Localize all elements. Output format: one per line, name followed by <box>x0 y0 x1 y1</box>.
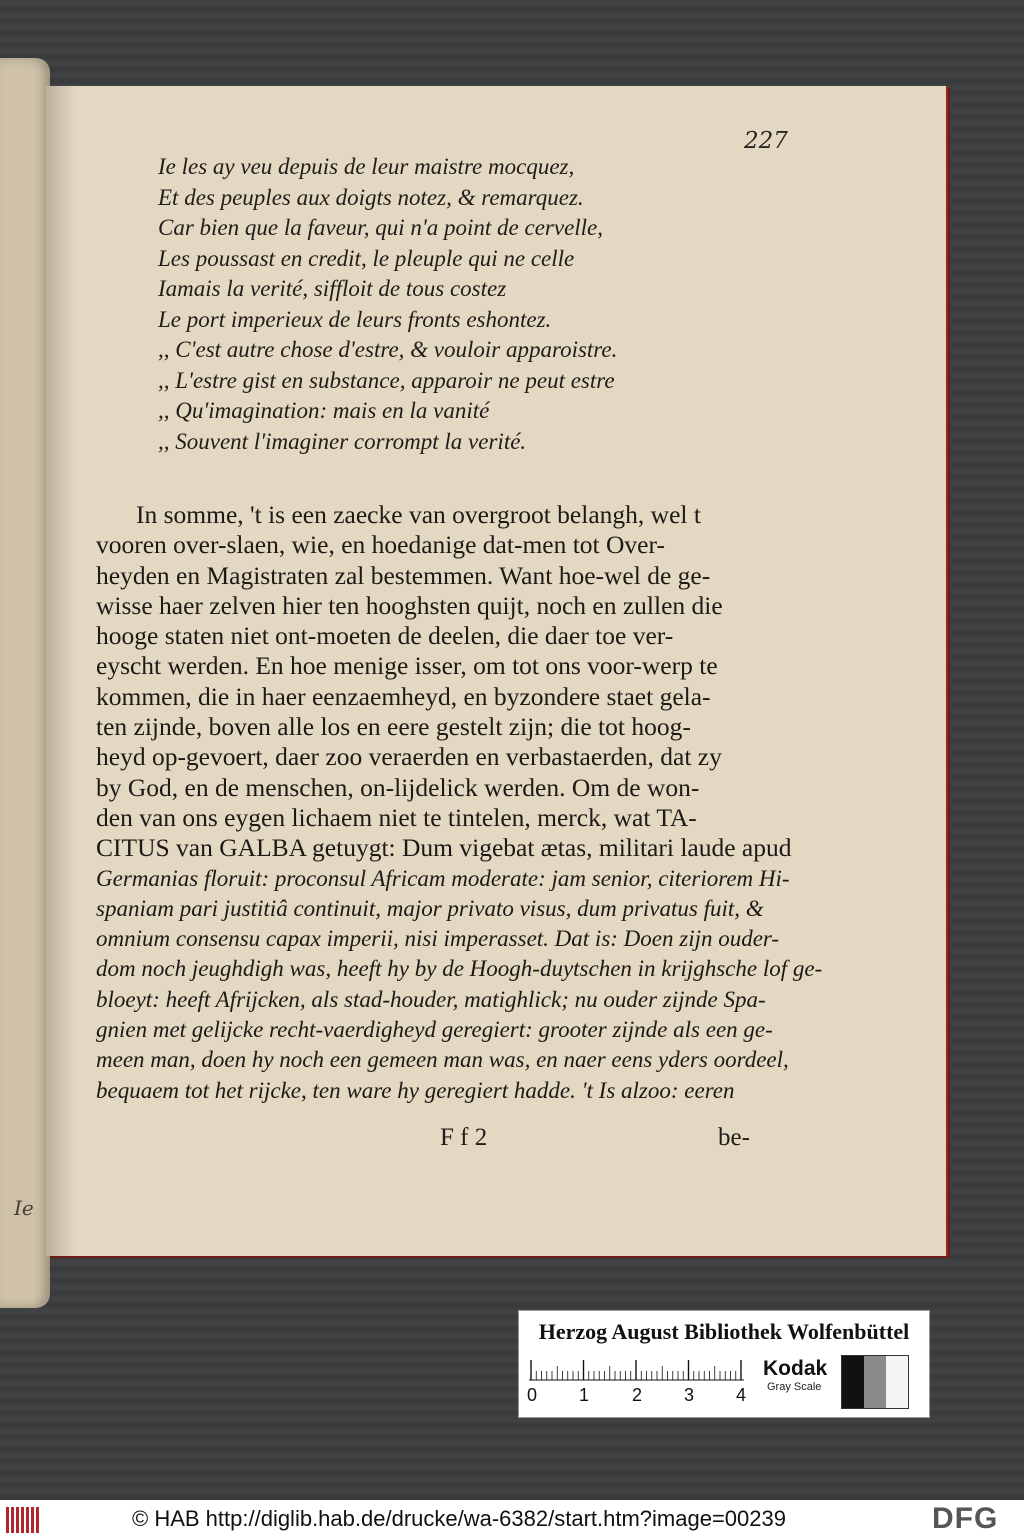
prose-line: vooren over-slaen, wie, en hoedanige dat-men tot Over- <box>96 530 665 560</box>
gray-swatches <box>841 1355 909 1409</box>
prose-line: eyscht werden. En hoe menige isser, om tot ons voor-werp te <box>96 651 718 681</box>
previous-page-catchword: Ie <box>14 1196 34 1220</box>
prose-line: In somme, 't is een zaecke van overgroot belangh, wel t <box>136 500 701 529</box>
ruler-number: 1 <box>579 1385 590 1405</box>
ruler-number: 2 <box>632 1385 643 1405</box>
swatch-black <box>842 1356 864 1408</box>
verse-line: Ie les ay veu depuis de leur maistre mocquez, <box>158 154 575 179</box>
verse-line: Iamais la verité, siffloit de tous costez <box>158 276 507 301</box>
prose-line: heyd op-gevoert, daer zoo veraerden en verbastaerden, dat zy <box>96 742 722 772</box>
prose-line: kommen, die in haer eenzaemheyd, en byzondere staet gela- <box>96 681 711 711</box>
prose-line-translation: bloeyt: heeft Afrijcken, als stad-houder, matighlick; nu ouder zijnde Spa- <box>96 986 766 1012</box>
verse-line: ,, C'est autre chose d'estre, & vouloir apparoistre. <box>158 337 618 362</box>
prose-line-translation: gnien met gelijcke recht-vaerdigheyd geregiert: grooter zijnde als een ge- <box>96 1017 773 1043</box>
prose-line-latin: omnium consensu capax imperii, nisi imperasset. Dat is: Doen zijn ouder- <box>96 926 780 952</box>
verse-block <box>158 152 758 457</box>
prose-line: wisse haer zelven hier ten hooghsten quijt, noch en zullen die <box>96 590 723 620</box>
verse-line: Et des peuples aux doigts notez, & remarquez. <box>158 184 584 210</box>
dfg-logo: DFG <box>932 1502 999 1535</box>
verse-line: ,, L'estre gist en substance, apparoir ne peut estre <box>158 367 615 393</box>
ruler-number: 3 <box>684 1385 695 1405</box>
footer-link[interactable]: © HAB http://diglib.hab.de/drucke/wa-6382/start.htm?image=00239 <box>132 1506 786 1531</box>
prose-line-translation: dom noch jeughdigh was, heeft hy by de Hoogh-duytschen in krijghsche lof ge- <box>96 956 823 982</box>
verse-line: Les poussast en credit, le pleuple qui ne celle <box>158 245 575 271</box>
prose-line-translation: bequaem tot het rijcke, ten ware hy geregiert hadde. 't Is alzoo: eeren <box>96 1077 735 1103</box>
verse-line: ,, Qu'imagination: mais en la vanité <box>158 398 490 423</box>
prose-line: CITUS van GALBA getuygt: Dum vigebat ætas, militari laude apud <box>96 833 792 863</box>
swatch-white <box>886 1356 908 1408</box>
prose-block <box>96 500 823 1106</box>
ruler-scale <box>529 1359 759 1381</box>
prose-line: den van ons eygen lichaem niet te tintelen, merck, wat TA- <box>96 802 697 832</box>
catchword: be- <box>718 1124 750 1151</box>
ruler-number: 0 <box>527 1385 538 1405</box>
prose-line: heyden en Magistraten zal bestemmen. Want hoe-wel de ge- <box>96 560 711 590</box>
previous-page-edge <box>0 58 50 1308</box>
prose-line-translation: meen man, doen hy noch een gemeen man was, en naer eens yders oordeel, <box>96 1047 789 1073</box>
page-number: 227 <box>744 128 788 154</box>
prose-line: by God, en de menschen, on-lijdelick werden. Om de won- <box>96 772 700 802</box>
prose-line-latin: spaniam pari justitiâ continuit, major privato visus, dum privatus fuit, & <box>96 895 764 921</box>
prose-line: hooge staten niet ont-moeten de deelen, die daer toe ver- <box>96 621 674 651</box>
footer-bar <box>0 1500 1024 1538</box>
verse-line: Car bien que la faveur, qui n'a point de cervelle, <box>158 215 604 240</box>
ruler-numbers <box>527 1385 767 1409</box>
swatch-gray <box>864 1356 886 1408</box>
prose-line: ten zijnde, boven alle los en eere gestelt zijn; die tot hoog- <box>96 712 691 742</box>
kodak-brand: Kodak <box>763 1357 828 1380</box>
verse-line: Le port imperieux de leurs fronts eshontez. <box>158 306 552 332</box>
library-name: Herzog August Bibliothek Wolfenbüttel <box>538 1319 910 1344</box>
ruler-number: 4 <box>736 1385 747 1405</box>
page-gutter-shadow <box>46 86 76 1256</box>
gray-scale-label: Gray Scale <box>767 1381 822 1393</box>
hab-logo-icon <box>6 1507 40 1533</box>
color-checker-card <box>518 1310 930 1418</box>
signature-mark: F f 2 <box>440 1124 488 1151</box>
prose-line-latin: Germanias floruit: proconsul Africam moderate: jam senior, citeriorem Hi- <box>96 865 790 891</box>
verse-line: ,, Souvent l'imaginer corrompt la verité. <box>158 428 527 454</box>
